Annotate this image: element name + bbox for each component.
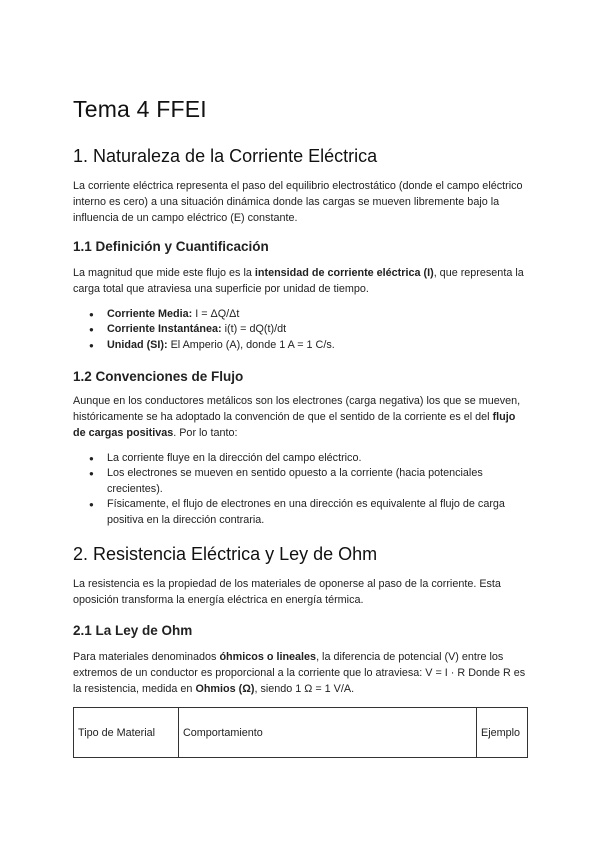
list-item: ● Los electrones se mueven en sentido opuesto a la corriente (hacia potenciales crecientes). [73,466,518,497]
section-1-1-heading: 1.1 Definición y Cuantificación [73,239,269,254]
section-1-2-list [73,451,518,528]
section-1-heading: 1. Naturaleza de la Corriente Eléctrica [73,146,378,166]
table-header-row [74,708,528,758]
section-1-1-list [73,307,518,353]
section-2-1-heading: 2.1 La Ley de Ohm [73,623,193,638]
list-item: ● Corriente Instantánea: i(t) = dQ(t)/dt [73,322,518,337]
section-1-2-paragraph: Aunque en los conductores metálicos son los electrones (carga negativa) los que se mueven, históricamente se ha adoptado la convención de que el sentido de la corriente es el del flujo de cargas positivas. Por lo tanto: [73,395,521,439]
section-2-heading: 2. Resistencia Eléctrica y Ley de Ohm [73,544,378,564]
list-item: ● Físicamente, el flujo de electrones en una dirección es equivalente al flujo de carga positiva en la dirección contraria. [73,497,518,528]
list-item: ● Corriente Media: I = ΔQ/Δt [73,307,518,322]
document-title: Tema 4 FFEI [73,96,207,122]
section-2-1-paragraph: Para materiales denominados óhmicos o lineales, la diferencia de potencial (V) entre los extremos de un conductor es proporcional a la corriente que lo atraviesa: V = I · R Donde R es la resistencia, medida en Ohmios (Ω), siendo 1 Ω = 1 V/A. [73,651,526,695]
section-2-intro: La resistencia es la propiedad de los materiales de oponerse al paso de la corriente. Esta oposición transforma la energía eléctrica en energía térmica. [73,578,501,606]
list-item: ● Unidad (SI): El Amperio (A), donde 1 A = 1 C/s. [73,338,518,353]
section-1-2-heading: 1.2 Convenciones de Flujo [73,369,244,384]
table-header-cell: Tipo de Material [74,708,179,758]
section-1-1-paragraph: La magnitud que mide este flujo es la intensidad de corriente eléctrica (I), que representa la carga total que atraviesa una superficie por unidad de tiempo. [73,267,524,295]
section-1-intro: La corriente eléctrica representa el paso del equilibrio electrostático (donde el campo eléctrico interno es cero) a una situación dinámica donde las cargas se mueven libremente bajo la influencia de un campo eléctrico (E) constante. [73,180,523,224]
list-item: ● La corriente fluye en la dirección del campo eléctrico. [73,451,518,466]
table-header-cell: Comportamiento [179,708,477,758]
materials-table [73,707,528,758]
table-header-cell: Ejemplo [477,708,528,758]
